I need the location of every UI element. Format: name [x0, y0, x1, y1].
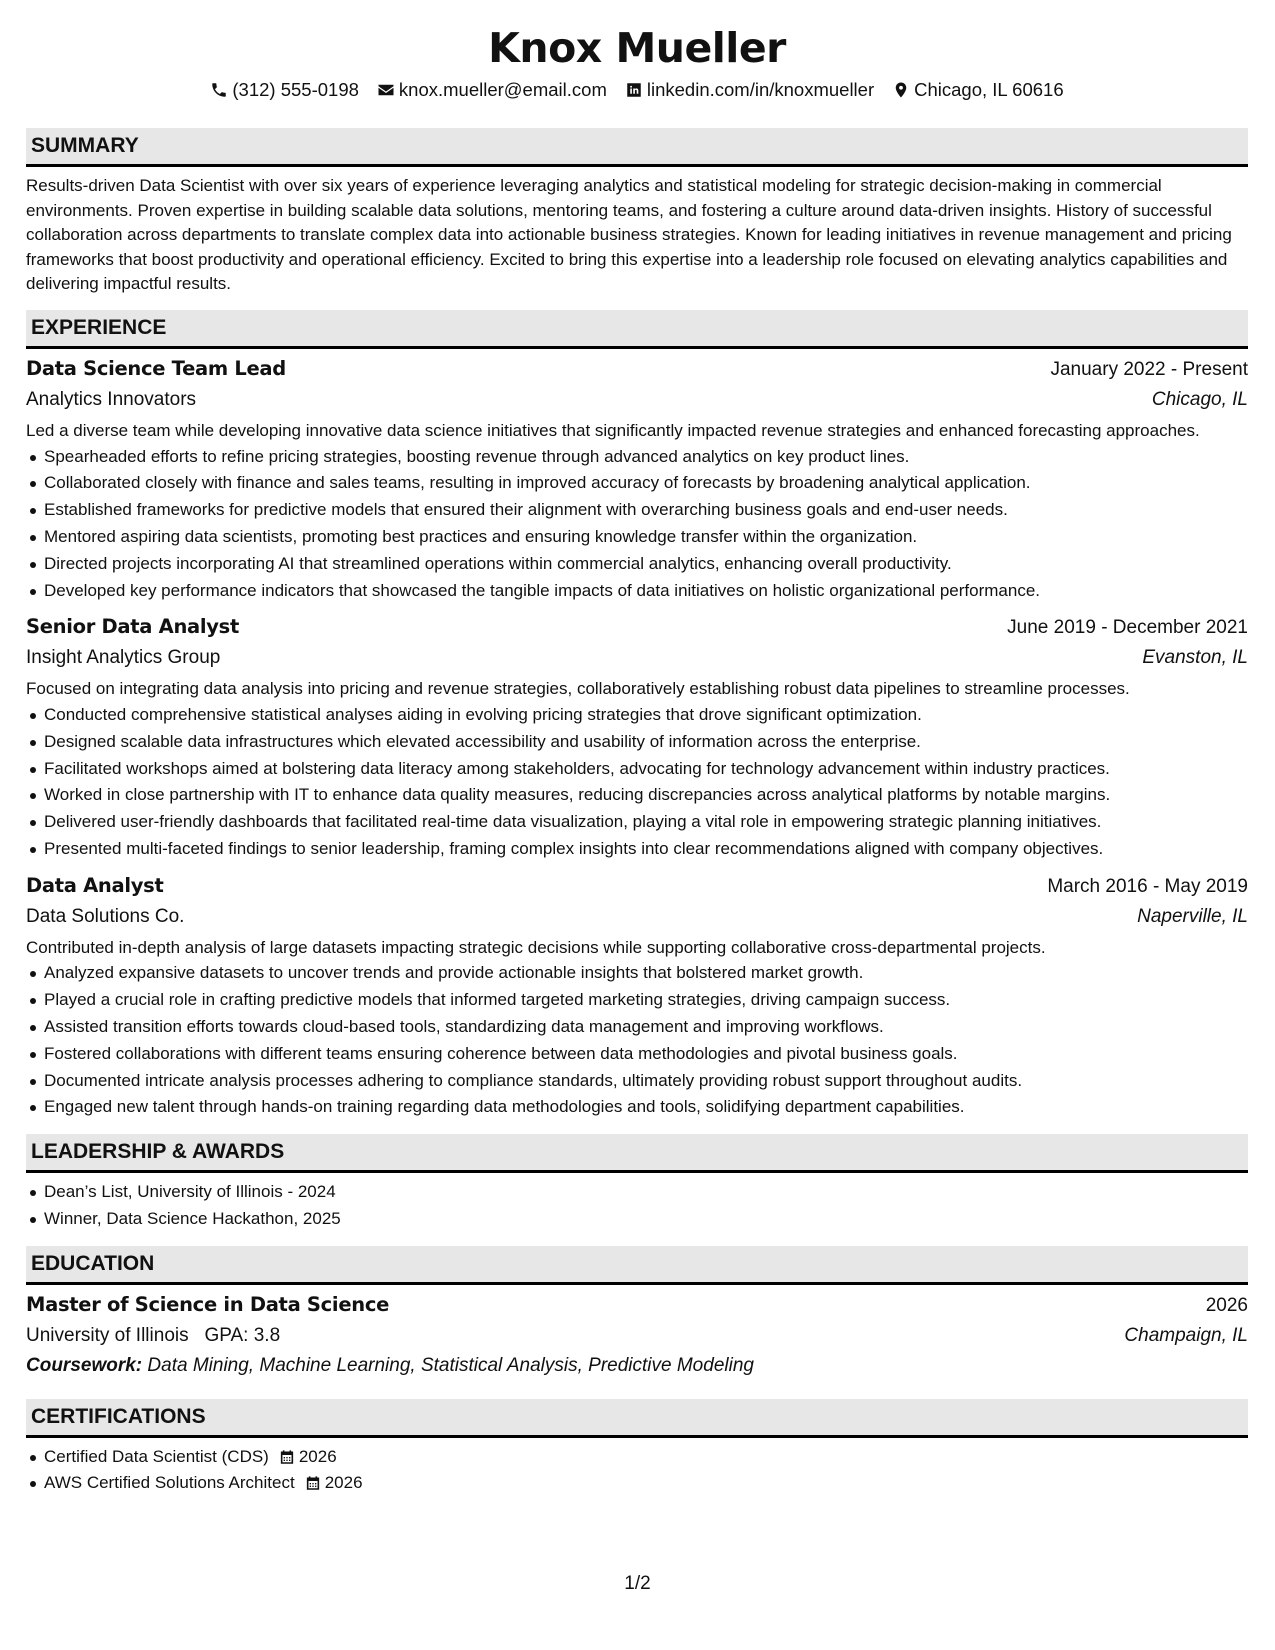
list-item: Developed key performance indicators that showcased the tangible impacts of data initiatives on holistic organizational performance.: [44, 578, 1248, 605]
education-heading: EDUCATION: [26, 1246, 1248, 1285]
contact-phone[interactable]: [210, 78, 359, 102]
job-entry: [26, 353, 1248, 604]
list-item: [44, 1444, 1248, 1471]
candidate-name: Knox Mueller: [488, 24, 786, 72]
resume-page: [26, 22, 1248, 1497]
job-location: Naperville, IL: [1137, 905, 1248, 927]
job-bullets: [26, 702, 1248, 863]
phone-text: (312) 555-0198: [232, 79, 359, 100]
list-item: Engaged new talent through hands-on training regarding data methodologies and tools, solidifying department capabilities.: [44, 1094, 1248, 1121]
cert-name: AWS Certified Solutions Architect: [44, 1473, 295, 1493]
coursework-label: Coursework:: [26, 1354, 143, 1376]
list-item: Collaborated closely with finance and sales teams, resulting in improved accuracy of forecasts by broadening analytical application.: [44, 470, 1248, 497]
leadership-list: [26, 1179, 1248, 1233]
map-pin-icon: [892, 81, 910, 99]
job-dates: March 2016 - May 2019: [1047, 875, 1248, 897]
summary-text: Results-driven Data Scientist with over six years of experience leveraging analytics and statistical modeling for strategic decision-making in commercial environments. Proven expertise in building scalable data solutions, mentoring teams, and fostering a culture around data-driven insights. History of successful collaboration across departments to translate complex data into actionable business strategies. Known for leading initiatives in revenue management and pricing frameworks that boost productivity and operational efficiency. Excited to bring this expertise into a leadership role focused on elevating analytics capabilities and delivering impactful results.: [26, 176, 1232, 294]
cert-name: Certified Data Scientist (CDS): [44, 1446, 269, 1466]
list-item: Dean’s List, University of Illinois - 2024: [44, 1179, 1248, 1206]
job-dates: January 2022 - Present: [1050, 358, 1248, 380]
experience-heading: EXPERIENCE: [26, 310, 1248, 349]
email-text: knox.mueller@email.com: [398, 79, 607, 100]
cert-year: 2026: [324, 1473, 363, 1493]
coursework-text: Data Mining, Machine Learning, Statistical Analysis, Predictive Modeling: [147, 1354, 754, 1376]
linkedin-text: linkedin.com/in/knoxmueller: [646, 79, 875, 100]
list-item: Delivered user-friendly dashboards that facilitated real-time data visualization, playing a vital role in empowering strategic planning initiatives.: [44, 809, 1248, 836]
job-location: Evanston, IL: [1142, 647, 1248, 669]
job-company: Data Solutions Co.: [26, 905, 185, 927]
school-location: Champaign, IL: [1124, 1324, 1248, 1346]
list-item: Documented intricate analysis processes adhering to compliance standards, ultimately providing robust support throughout audits.: [44, 1068, 1248, 1095]
job-description: Led a diverse team while developing innovative data science initiatives that significantly impacted revenue strategies and enhanced forecasting approaches.: [26, 420, 1200, 440]
contact-linkedin[interactable]: [625, 78, 874, 102]
leadership-heading: LEADERSHIP & AWARDS: [26, 1134, 1248, 1173]
job-title: Data Analyst: [26, 873, 164, 897]
job-bullets: [26, 960, 1248, 1121]
certifications-heading: CERTIFICATIONS: [26, 1399, 1248, 1438]
list-item: Facilitated workshops aimed at bolstering data literacy among stakeholders, advocating for technology advancement within industry practices.: [44, 756, 1248, 783]
education-section: [26, 1246, 1248, 1381]
summary-heading: SUMMARY: [26, 128, 1248, 167]
job-description: Focused on integrating data analysis into pricing and revenue strategies, collaboratively establishing robust data pipelines to streamline processes.: [26, 679, 1130, 699]
phone-icon: [210, 81, 228, 99]
coursework-line: [26, 1351, 1248, 1381]
job-location: Chicago, IL: [1151, 388, 1248, 410]
list-item: Established frameworks for predictive models that ensured their alignment with overarching business goals and end-user needs.: [44, 497, 1248, 524]
job-bullets: [26, 444, 1248, 605]
certifications-list: [26, 1444, 1248, 1498]
summary-section: [26, 128, 1248, 297]
job-dates: June 2019 - December 2021: [1007, 617, 1248, 639]
school-line: [26, 1321, 280, 1351]
list-item: Assisted transition efforts towards cloud-based tools, standardizing data management and improving workflows.: [44, 1014, 1248, 1041]
list-item: Winner, Data Science Hackathon, 2025: [44, 1206, 1248, 1233]
list-item: Conducted comprehensive statistical analyses aiding in evolving pricing strategies that drove significant optimization.: [44, 702, 1248, 729]
list-item: Fostered collaborations with different teams ensuring coherence between data methodologies and pivotal business goals.: [44, 1041, 1248, 1068]
cert-year: 2026: [298, 1446, 337, 1466]
job-entry: [26, 611, 1248, 862]
certifications-section: [26, 1399, 1248, 1498]
graduation-year: 2026: [1205, 1294, 1248, 1316]
contact-bar: [26, 78, 1248, 102]
list-item: [44, 1470, 1248, 1497]
job-title: Data Science Team Lead: [26, 356, 286, 380]
job-entry: [26, 870, 1248, 1121]
linkedin-icon: [625, 81, 643, 99]
list-item: Designed scalable data infrastructures which elevated accessibility and usability of information across the enterprise.: [44, 729, 1248, 756]
list-item: Presented multi-faceted findings to senior leadership, framing complex insights into clear recommendations aligned with company objectives.: [44, 836, 1248, 863]
job-title: Senior Data Analyst: [26, 615, 240, 639]
envelope-icon: [377, 81, 395, 99]
contact-email[interactable]: [377, 78, 607, 102]
school-name: University of Illinois: [26, 1324, 189, 1346]
job-company: Insight Analytics Group: [26, 647, 221, 669]
calendar-icon: [305, 1475, 321, 1491]
degree-title: Master of Science in Data Science: [26, 1292, 390, 1316]
contact-location: [892, 78, 1063, 102]
location-text: Chicago, IL 60616: [914, 79, 1064, 100]
job-company: Analytics Innovators: [26, 388, 197, 410]
list-item: Analyzed expansive datasets to uncover trends and provide actionable insights that bolstered market growth.: [44, 960, 1248, 987]
experience-section: [26, 310, 1248, 1121]
leadership-section: [26, 1134, 1248, 1233]
list-item: Spearheaded efforts to refine pricing strategies, boosting revenue through advanced analytics on key product lines.: [44, 444, 1248, 471]
job-description: Contributed in-depth analysis of large datasets impacting strategic decisions while supporting collaborative cross-departmental projects.: [26, 937, 1046, 957]
list-item: Played a crucial role in crafting predictive models that informed targeted marketing strategies, driving campaign success.: [44, 987, 1248, 1014]
calendar-icon: [279, 1449, 295, 1465]
list-item: Mentored aspiring data scientists, promoting best practices and ensuring knowledge transfer within the organization.: [44, 524, 1248, 551]
list-item: Directed projects incorporating AI that streamlined operations within commercial analytics, enhancing overall productivity.: [44, 551, 1248, 578]
page-number: 1/2: [624, 1573, 651, 1594]
gpa: GPA: 3.8: [204, 1324, 281, 1346]
list-item: Worked in close partnership with IT to enhance data quality measures, reducing discrepancies across analytical platforms by notable margins.: [44, 782, 1248, 809]
